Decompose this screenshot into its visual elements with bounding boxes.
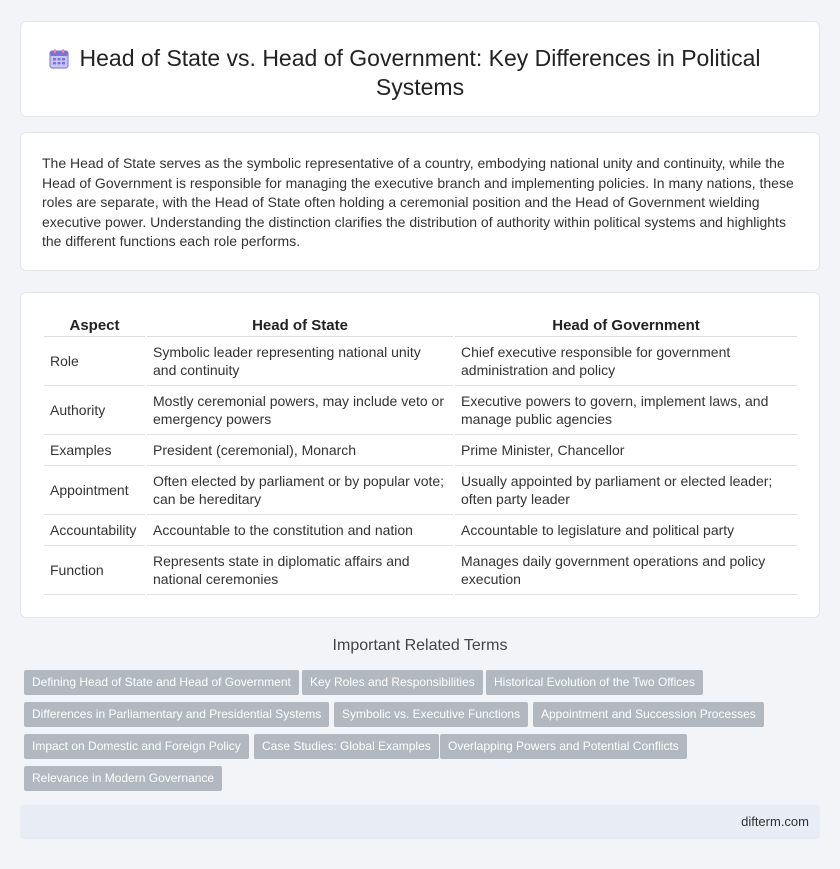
cell-aspect: Role <box>44 337 145 386</box>
cell-aspect: Accountability <box>44 515 145 546</box>
intro-paragraph: The Head of State serves as the symbolic representative of a country, embodying national unity and continuity, while the Head of Government is responsible for managing the executive branch and implementing policies. In many nations, these roles are separate, with the Head of State often holding a ceremonial position and the Head of Government wielding executive power. Understanding the distinction clarifies the distribution of authority within political systems and highlights the different functions each role performs. <box>42 155 794 249</box>
cell-head-of-state: Accountable to the constitution and nation <box>147 515 453 546</box>
comparison-card <box>20 292 820 618</box>
table-header-row <box>44 314 797 337</box>
cell-aspect: Authority <box>44 386 145 435</box>
cell-head-of-government: Usually appointed by parliament or elected leader; often party leader <box>455 466 797 515</box>
related-tag[interactable]: Impact on Domestic and Foreign Policy <box>24 734 249 759</box>
cell-head-of-state: Often elected by parliament or by popular vote; can be hereditary <box>147 466 453 515</box>
cell-head-of-government: Executive powers to govern, implement laws, and manage public agencies <box>455 386 797 435</box>
cell-head-of-government: Accountable to legislature and political party <box>455 515 797 546</box>
related-tag[interactable]: Historical Evolution of the Two Offices <box>486 670 703 695</box>
page-title: Head of State vs. Head of Government: Key Differences in Political Systems <box>79 45 761 100</box>
related-tag[interactable]: Key Roles and Responsibilities <box>302 670 483 695</box>
related-tag[interactable]: Defining Head of State and Head of Government <box>24 670 299 695</box>
cell-head-of-government: Manages daily government operations and policy execution <box>455 546 797 595</box>
title-card <box>20 21 820 117</box>
cell-head-of-government: Chief executive responsible for government administration and policy <box>455 337 797 386</box>
cell-head-of-government: Prime Minister, Chancellor <box>455 435 797 466</box>
table-row <box>44 386 797 435</box>
related-tag[interactable]: Case Studies: Global Examples <box>254 734 439 759</box>
cell-aspect: Appointment <box>44 466 145 515</box>
header-head-of-government: Head of Government <box>455 314 797 337</box>
related-tag[interactable]: Differences in Parliamentary and Presidential Systems <box>24 702 329 727</box>
related-tag[interactable]: Overlapping Powers and Potential Conflicts <box>440 734 687 759</box>
header-head-of-state: Head of State <box>147 314 453 337</box>
cell-head-of-state: Represents state in diplomatic affairs and national ceremonies <box>147 546 453 595</box>
table-row <box>44 466 797 515</box>
cell-head-of-state: President (ceremonial), Monarch <box>147 435 453 466</box>
related-tag[interactable]: Symbolic vs. Executive Functions <box>334 702 528 727</box>
table-row <box>44 337 797 386</box>
cell-aspect: Function <box>44 546 145 595</box>
header-aspect: Aspect <box>44 314 145 337</box>
footer-site-link[interactable]: difterm.com <box>741 814 809 829</box>
related-tag[interactable]: Relevance in Modern Governance <box>24 766 222 791</box>
table-row <box>44 435 797 466</box>
intro-card <box>20 132 820 271</box>
related-terms-heading: Important Related Terms <box>332 637 508 654</box>
cell-head-of-state: Symbolic leader representing national unity and continuity <box>147 337 453 386</box>
table-row <box>44 546 797 595</box>
cell-head-of-state: Mostly ceremonial powers, may include veto or emergency powers <box>147 386 453 435</box>
cell-aspect: Examples <box>44 435 145 466</box>
comparison-table <box>42 314 799 595</box>
related-tag[interactable]: Appointment and Succession Processes <box>533 702 764 727</box>
table-row <box>44 515 797 546</box>
footer <box>20 805 820 839</box>
